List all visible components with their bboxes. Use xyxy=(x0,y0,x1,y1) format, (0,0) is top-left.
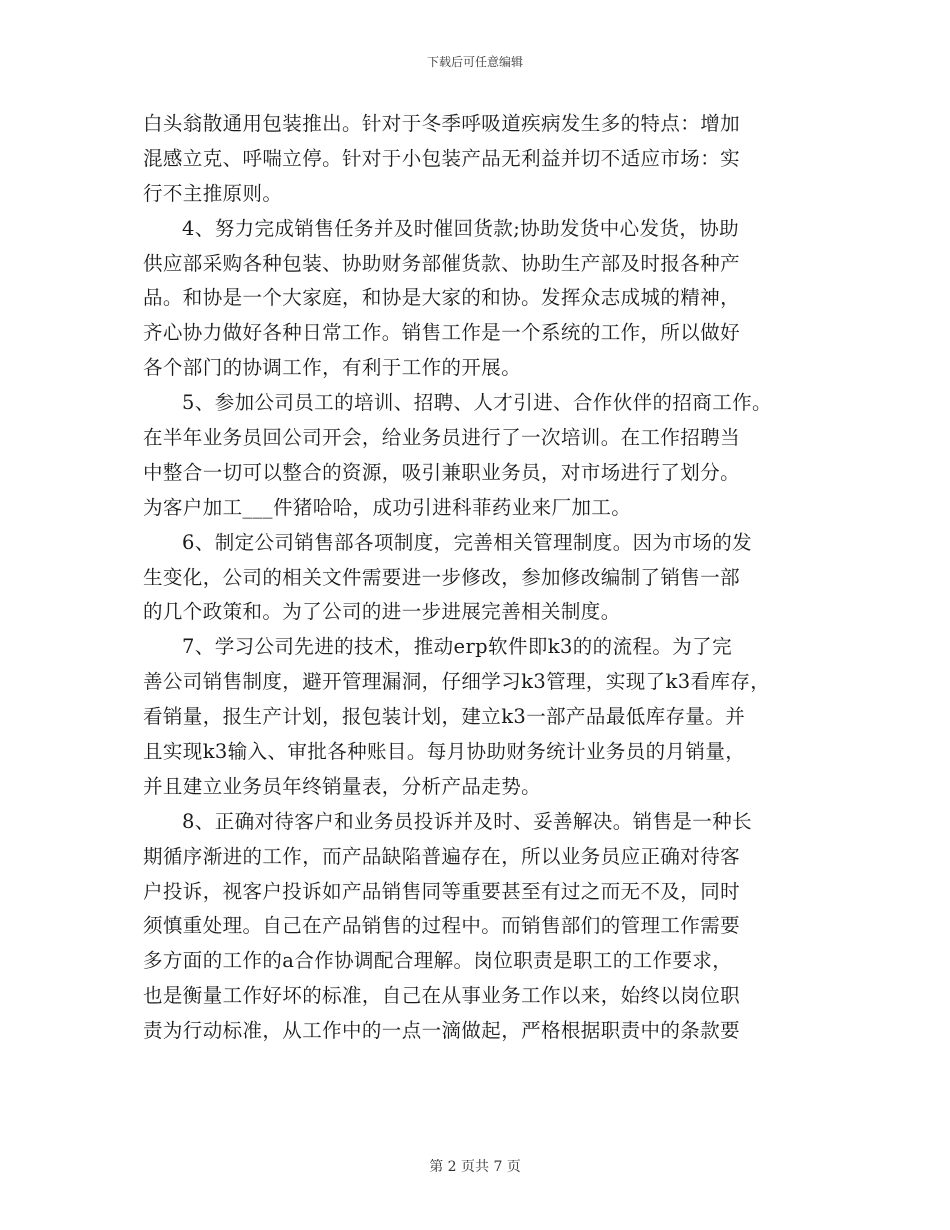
text-line: 并且建立业务员年终销量表，分析产品走势。 xyxy=(143,774,542,798)
text-line: 在半年业务员回公司开会，给业务员进行了一次培训。在工作招聘当 xyxy=(143,426,741,450)
text-line: 也是衡量工作好坏的标准，自己在从事业务工作以来，始终以岗位职 xyxy=(143,984,741,1008)
text-line: 生变化，公司的相关文件需要进一步修改，参加修改编制了销售一部 xyxy=(143,565,741,589)
page-number: 第 2 页共 7 页 xyxy=(429,1159,521,1175)
text-line: 白头翁散通用包装推出。针对于冬季呼吸道疾病发生多的特点：增加 xyxy=(143,112,741,135)
paragraph-5-start: 5、参加公司员工的培训、招聘、人才引进、合作伙伴的招商工作。 xyxy=(182,391,772,415)
document-body xyxy=(143,107,823,1049)
text-line: 期循序渐进的工作，而产品缺陷普遍存在，所以业务员应正确对待客 xyxy=(143,844,741,868)
text-line: 户投诉，视客户投诉如产品销售同等重要甚至有过之而无不及，同时 xyxy=(143,879,741,903)
paragraph-4-start: 4、努力完成销售任务并及时催回货款;协助发货中心发货，协助 xyxy=(182,216,740,240)
paragraph-6-start: 6、制定公司销售部各项制度，完善相关管理制度。因为市场的发 xyxy=(182,530,753,554)
paragraph-7-start: 7、学习公司先进的技术，推动erp软件即k3的的流程。为了完 xyxy=(182,635,732,659)
text-line: 各个部门的协调工作，有利于工作的开展。 xyxy=(143,356,522,380)
text-line: 的几个政策和。为了公司的进一步进展完善相关制度。 xyxy=(143,600,621,624)
text-line: 品。和协是一个大家庭，和协是大家的和协。发挥众志成城的精神， xyxy=(143,286,741,310)
text-line: 须慎重处理。自己在产品销售的过程中。而销售部们的管理工作需要 xyxy=(143,914,741,938)
text-line: 善公司销售制度，避开管理漏洞，仔细学习k3管理，实现了k3看库存， xyxy=(143,670,771,694)
text-line: 且实现k3输入、审批各种账目。每月协助财务统计业务员的月销量， xyxy=(143,740,746,764)
text-line: 中整合一切可以整合的资源，吸引兼职业务员，对市场进行了划分。 xyxy=(143,460,741,484)
text-line: 齐心协力做好各种日常工作。销售工作是一个系统的工作，所以做好 xyxy=(143,321,741,345)
page-header: 下载后可任意编辑 xyxy=(426,55,523,69)
text-line: 看销量，报生产计划，报包装计划，建立k3一部产品最低库存量。并 xyxy=(143,705,746,729)
text-line: 为客户加工___件猪哈哈，成功引进科菲药业来厂加工。 xyxy=(143,495,632,519)
text-line: 供应部采购各种包装、协助财务部催货款、协助生产部及时报各种产 xyxy=(143,251,741,275)
paragraph-8-start: 8、正确对待客户和业务员投诉并及时、妥善解决。销售是一种长 xyxy=(182,809,753,833)
text-line: 多方面的工作的a合作协调配合理解。岗位职责是职工的工作要求， xyxy=(143,949,733,973)
text-line: 混感立克、呼喘立停。针对于小包装产品无利益并切不适应市场：实 xyxy=(143,146,741,170)
text-line: 行不主推原则。 xyxy=(143,181,283,205)
text-line: 责为行动标准，从工作中的一点一滴做起，严格根据职责中的条款要 xyxy=(143,1019,741,1043)
